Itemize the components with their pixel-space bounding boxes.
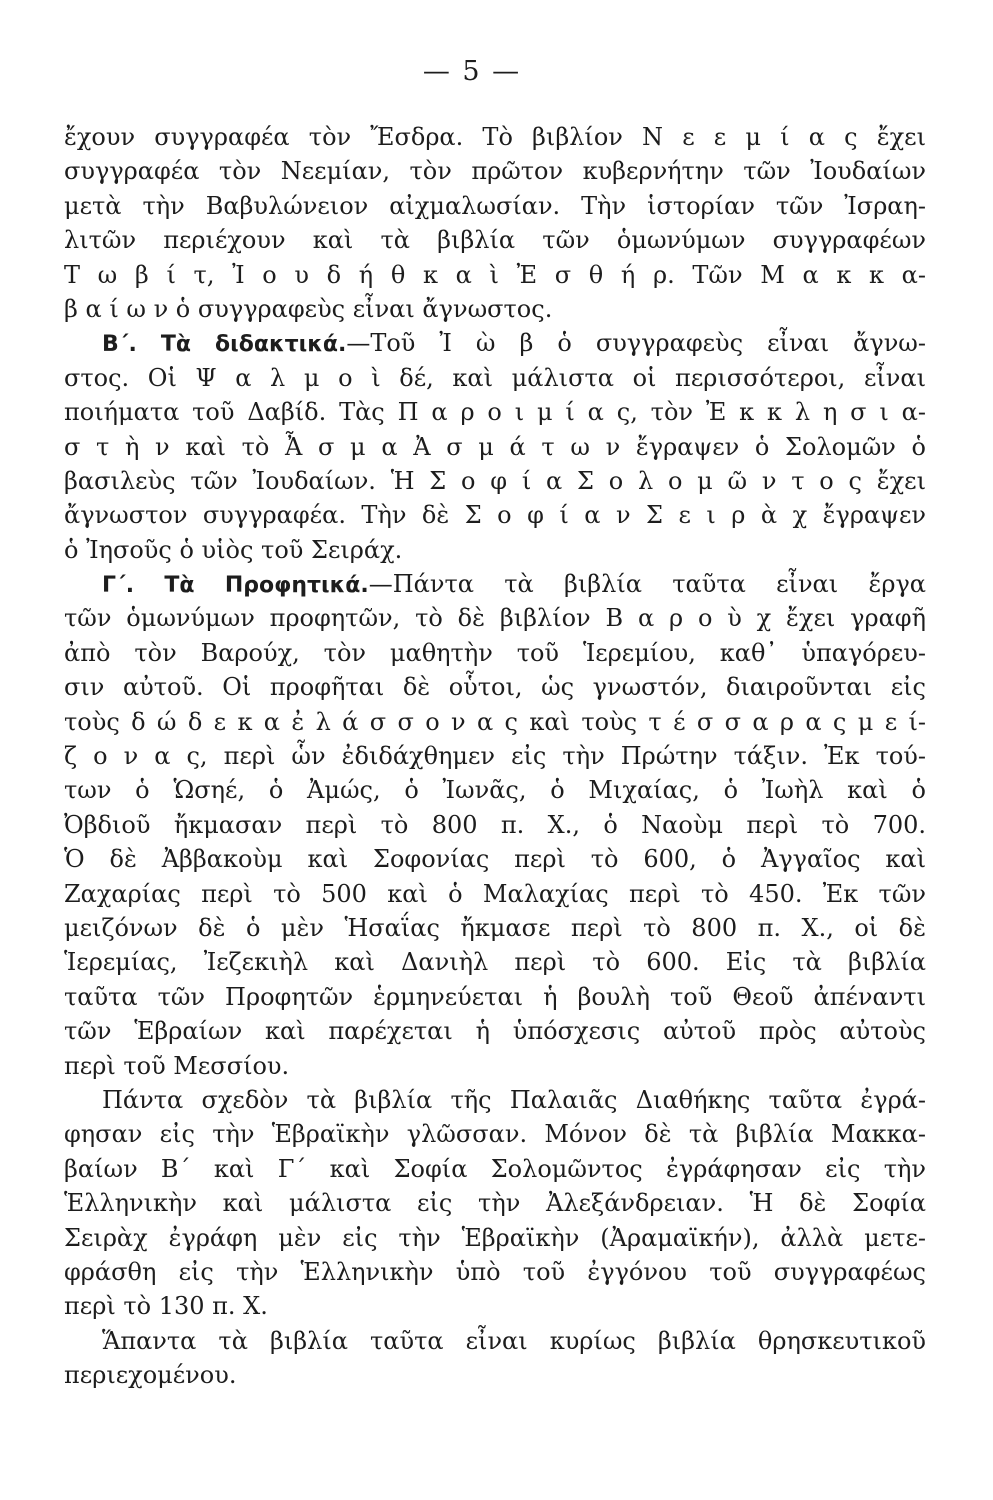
text-line: των ὁ Ὡσηέ, ὁ Ἀμώς, ὁ Ἰωνᾶς, ὁ Μιχαίας, ὁ Ἰωὴλ καὶ ὁ xyxy=(64,776,926,805)
text-line: Ἑλληνικὴν καὶ μάλιστα εἰς τὴν Ἀλεξάνδρειαν. Ἡ δὲ Σοφία xyxy=(64,1189,926,1218)
book-page xyxy=(52,50,942,1470)
text-line: Σειρὰχ ἐγράφη μὲν εἰς τὴν Ἑβραϊκὴν (Ἀραμαϊκήν), ἀλλὰ μετε- xyxy=(64,1223,926,1252)
text-line: Ὀβδιοῦ ἤκμασαν περὶ τὸ 800 π. Χ., ὁ Ναοὺμ περὶ τὸ 700. xyxy=(64,810,926,839)
text-line: μετὰ τὴν Βαβυλώνειον αἰχμαλωσίαν. Τὴν ἱστορίαν τῶν Ἰσραη- xyxy=(64,191,926,220)
section-didactic-books xyxy=(64,326,926,567)
text-line: περιεχομένου. xyxy=(64,1361,237,1390)
text-line: ἔχουν συγγραφέα τὸν Ἔσδρα. Τὸ βιβλίον Ν ε ε μ ί α ς ἔχει xyxy=(64,123,926,151)
text-line: βαίων Β΄ καὶ Γ΄ καὶ Σοφία Σολομῶντος ἐγράφησαν εἰς τὴν xyxy=(64,1154,926,1183)
text-run: —Πάντα τὰ βιβλία ταῦτα εἶναι ἔργα xyxy=(368,570,926,599)
text-line: ἄγνωστον συγγραφέα. Τὴν δὲ Σ ο φ ί α ν Σ ε ι ρ ὰ χ ἔγραψεν xyxy=(64,501,926,530)
text-line: συγγραφέα τὸν Νεεμίαν, τὸν πρῶτον κυβερνήτην τῶν Ἰουδαίων xyxy=(64,157,926,186)
text-line: σιν αὐτοῦ. Οἱ προφῆται δὲ οὗτοι, ὡς γνωστόν, διαιροῦνται εἰς xyxy=(64,673,926,702)
text-line: περὶ τοῦ Μεσσίου. xyxy=(64,1051,290,1080)
text-line: Ζαχαρίας περὶ τὸ 500 καὶ ὁ Μαλαχίας περὶ τὸ 450. Ἐκ τῶν xyxy=(64,879,926,908)
paragraph-religious-content xyxy=(64,1324,926,1393)
section-heading-didactic: Β΄. Τὰ διδακτικά. xyxy=(102,332,347,358)
text-line: ταῦτα τῶν Προφητῶν ἑρμηνεύεται ἡ βουλὴ τοῦ Θεοῦ ἀπέναντι xyxy=(64,982,926,1011)
text-line: τῶν Ἑβραίων καὶ παρέχεται ἡ ὑπόσχεσις αὐτοῦ πρὸς αὐτοὺς xyxy=(64,1017,926,1046)
text-run: —Τοῦ Ἰ ὼ β ὁ συγγραφεὺς εἶναι ἄγνω- xyxy=(346,329,926,358)
text-line: λιτῶν περιέχουν καὶ τὰ βιβλία τῶν ὁμωνύμων συγγραφέων xyxy=(64,226,926,255)
text-line: φράσθη εἰς τὴν Ἑλληνικὴν ὑπὸ τοῦ ἐγγόνου τοῦ συγγραφέως xyxy=(64,1257,926,1286)
paragraph-languages xyxy=(64,1083,926,1324)
text-line xyxy=(64,567,926,601)
text-line: β α ί ω ν ὁ συγγραφεὺς εἶναι ἄγνωστος. xyxy=(64,294,553,323)
text-line: ζ ο ν α ς, περὶ ὧν ἐδιδάχθημεν εἰς τὴν Πρώτην τάξιν. Ἐκ τού- xyxy=(64,742,926,771)
section-prophetic-books xyxy=(64,567,926,1083)
text-line: τοὺς δ ώ δ ε κ α ἐ λ ά σ σ ο ν α ς καὶ τοὺς τ έ σ σ α ρ α ς μ ε ί- xyxy=(64,707,926,736)
text-line: ὁ Ἰησοῦς ὁ υἱὸς τοῦ Σειράχ. xyxy=(64,535,403,564)
text-line: περὶ τὸ 130 π. Χ. xyxy=(64,1292,268,1321)
text-line: ἀπὸ τὸν Βαρούχ, τὸν μαθητὴν τοῦ Ἱερεμίου, καθ᾿ ὑπαγόρευ- xyxy=(64,638,926,667)
text-line: Ἱερεμίας, Ἰεζεκιὴλ καὶ Δανιὴλ περὶ τὸ 600. Εἰς τὰ βιβλία xyxy=(64,948,926,977)
text-line: βασιλεὺς τῶν Ἰουδαίων. Ἡ Σ ο φ ί α Σ ο λ ο μ ῶ ν τ ο ς ἔχει xyxy=(64,466,926,495)
paragraph-old-testament-authors xyxy=(64,120,926,326)
text-line: σ τ ὴ ν καὶ τὸ Ἆ σ μ α Ἀ σ μ ά τ ω ν ἔγραψεν ὁ Σολομῶν ὁ xyxy=(64,432,926,461)
text-line: Ἅπαντα τὰ βιβλία ταῦτα εἶναι κυρίως βιβλία θρησκευτικοῦ xyxy=(102,1326,926,1355)
text-line: ποιήματα τοῦ Δαβίδ. Τὰς Π α ρ ο ι μ ί α ς, τὸν Ἐ κ κ λ η σ ι α- xyxy=(64,398,926,427)
text-line: μειζόνων δὲ ὁ μὲν Ἡσαΐας ἤκμασε περὶ τὸ 800 π. Χ., οἱ δὲ xyxy=(64,913,926,942)
page-number: — 5 — xyxy=(422,56,522,87)
section-heading-prophetic: Γ΄. Τὰ Προφητικά. xyxy=(102,573,369,599)
text-line xyxy=(64,326,926,360)
page-text xyxy=(64,120,926,1392)
text-line: στος. Οἱ Ψ α λ μ ο ὶ δέ, καὶ μάλιστα οἱ περισσότεροι, εἶναι xyxy=(64,363,926,392)
text-line: Τ ω β ί τ, Ἰ ο υ δ ή θ κ α ὶ Ἐ σ θ ή ρ. Τῶν Μ α κ κ α- xyxy=(64,260,926,289)
text-line: Ὁ δὲ Ἀββακοὺμ καὶ Σοφονίας περὶ τὸ 600, ὁ Ἀγγαῖος καὶ xyxy=(64,845,926,874)
text-line: τῶν ὁμωνύμων προφητῶν, τὸ δὲ βιβλίον Β α ρ ο ὺ χ ἔχει γραφῆ xyxy=(64,604,926,633)
text-line: φησαν εἰς τὴν Ἑβραϊκὴν γλῶσσαν. Μόνον δὲ τὰ βιβλία Μακκα- xyxy=(64,1120,926,1149)
text-line: Πάντα σχεδὸν τὰ βιβλία τῆς Παλαιᾶς Διαθήκης ταῦτα ἐγρά- xyxy=(102,1085,926,1114)
